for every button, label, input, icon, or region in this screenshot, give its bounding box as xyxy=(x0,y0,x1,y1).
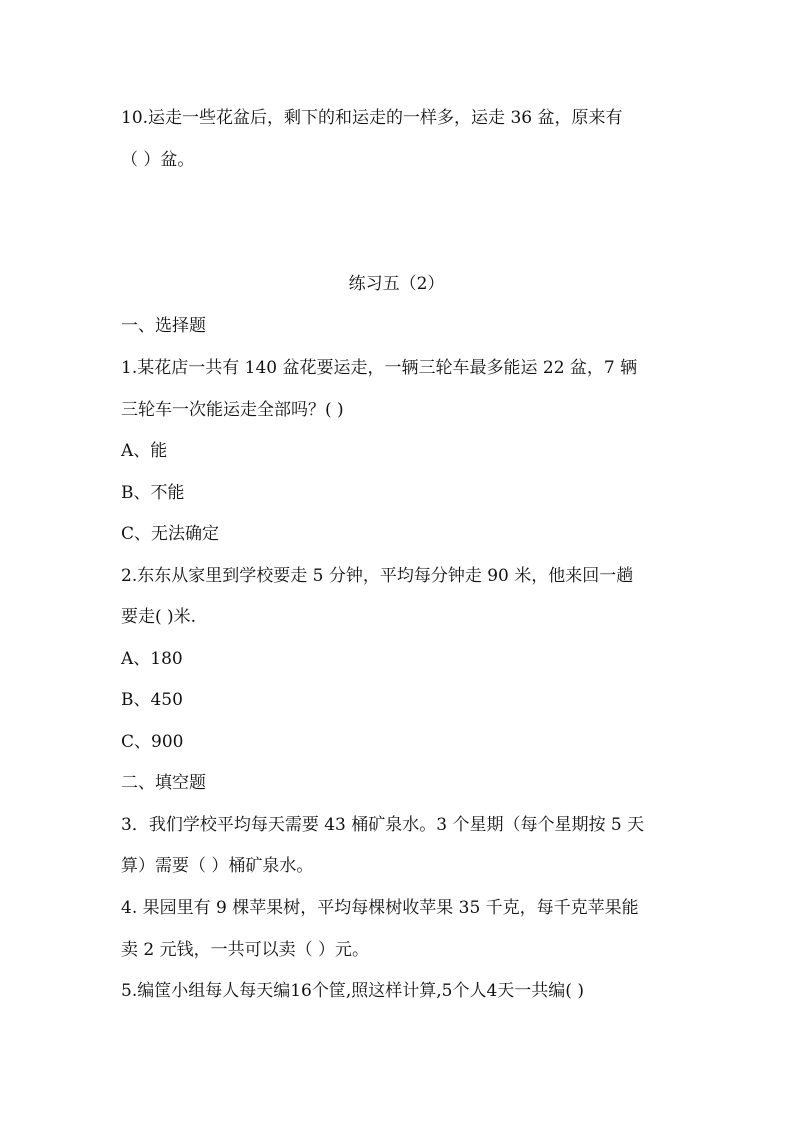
q10-line1: 10.运走一些花盆后，剩下的和运走的一样多，运走 36 盆，原来有 xyxy=(121,108,623,128)
q1-line1: 1.某花店一共有 140 盆花要运走，一辆三轮车最多能运 22 盆，7 辆 xyxy=(121,358,638,378)
q4-line2: 卖 2 元钱，一共可以卖（ ）元。 xyxy=(121,940,370,960)
q10-line2: （ ）盆。 xyxy=(121,150,195,170)
q3-line2: 算）需要（ ）桶矿泉水。 xyxy=(121,856,314,876)
q1-option-a: A、能 xyxy=(121,441,168,461)
q2-line1: 2.东东从家里到学校要走 5 分钟，平均每分钟走 90 米，他来回一趟 xyxy=(121,566,634,586)
part1-heading: 一、选择题 xyxy=(121,316,206,336)
q1-option-c: C、无法确定 xyxy=(121,524,220,544)
q1-line2: 三轮车一次能运走全部吗？( ) xyxy=(121,400,344,420)
q3-line1: 3．我们学校平均每天需要 43 桶矿泉水。3 个星期（每个星期按 5 天 xyxy=(121,815,645,835)
q2-line2: 要走( )米. xyxy=(121,607,197,627)
q2-option-a: A、180 xyxy=(121,649,183,669)
q4-line1: 4. 果园里有 9 棵苹果树，平均每棵树收苹果 35 千克，每千克苹果能 xyxy=(121,898,639,918)
q5-line1: 5.编筐小组每人每天编16个筐,照这样计算,5个人4天一共编( ) xyxy=(121,981,584,1001)
q2-option-c: C、900 xyxy=(121,732,184,752)
q1-option-b: B、不能 xyxy=(121,483,185,503)
q2-option-b: B、450 xyxy=(121,690,183,710)
part2-heading: 二、填空题 xyxy=(121,773,206,793)
section-title: 练习五（2） xyxy=(348,274,445,294)
